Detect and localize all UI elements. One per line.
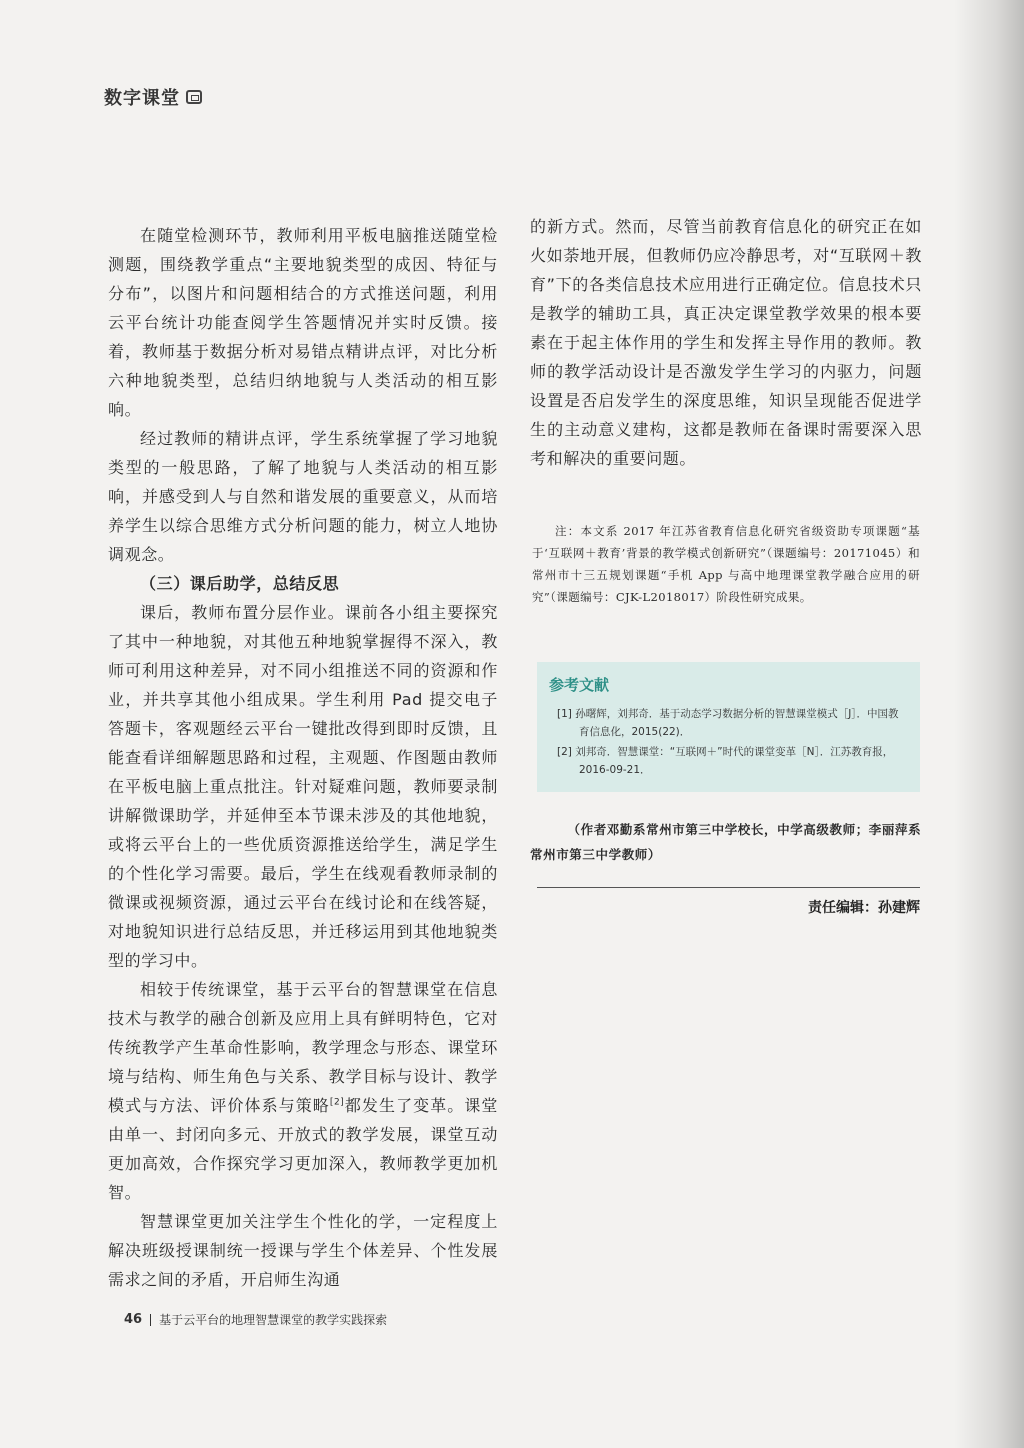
screen-icon <box>186 90 202 104</box>
paragraph: 的新方式。然而，尽管当前教育信息化的研究正在如火如荼地开展，但教师仍应冷静思考，对“互联网＋教育”下的各类信息技术应用进行正确定位。信息技术只是教学的辅助工具，真正决定课堂教学效果的根本要素在于起主体作用的学生和发挥主导作用的教师。教师的教学活动设计是否激发学生学习的内驱力，问题设置是否启发学生的深度思维，知识呈现能否促进学生的主动意义建构，这都是教师在备课时需要深入思考和解决的重要问题。 <box>530 217 922 468</box>
page-footer <box>124 1311 387 1328</box>
funding-note: 注：本文系 2017 年江苏省教育信息化研究省级资助专项课题“基于‘互联网＋教育’背景的教学模式创新研究”（课题编号：20171045）和常州市十三五规划课题“手机 App 与高中地理课堂教学融合应用的研究”（课题编号：CJK-L2018017）阶段性研究成果。 <box>532 524 920 604</box>
reference-item: [2] 刘邦奇．智慧课堂：“互联网＋”时代的课堂变革［N］．江苏教育报，2016-09-21． <box>557 746 894 776</box>
subheading: （三）课后助学，总结反思 <box>140 574 340 593</box>
responsible-editor: 责任编辑：孙建辉 <box>808 900 920 916</box>
right-column <box>530 212 922 473</box>
paragraph: 课后，教师布置分层作业。课前各小组主要探究了其中一种地貌，对其他五种地貌掌握得不深入，教师可利用这种差异，对不同小组推送不同的资源和作业，并共享其他小组成果。学生利用 Pad 提交电子答题卡，客观题经云平台一键批改得到即时反馈，且能查看详细解题思路和过程，主观题、作图题由教师在平板电脑上重点批注。针对疑难问题，教师要录制讲解微课助学，并延伸至本节课未涉及的其他地貌，或将云平台上的一些优质资源推送给学生，满足学生的个性化学习需要。最后，学生在线观看教师录制的微课或视频资源，通过云平台在线讨论和在线答疑，对地貌知识进行总结反思，并迁移运用到其他地貌类型的学习中。 <box>108 603 498 970</box>
paragraph-text: 都发生了变革。课堂由单一、封闭向多元、开放式的教学发展，课堂互动更加高效，合作探究学习更加深入，教师教学更加机智。 <box>108 1096 498 1202</box>
page-edge-shadow <box>954 0 1024 1448</box>
paragraph: 在随堂检测环节，教师利用平板电脑推送随堂检测题，围绕教学重点“主要地貌类型的成因、特征与分布”，以图片和问题相结合的方式推送问题，利用云平台统计功能查阅学生答题情况并实时反馈。接着，教师基于数据分析对易错点精讲点评，对比分析六种地貌类型，总结归纳地貌与人类活动的相互影响。 <box>108 226 498 419</box>
reference-item: [1] 孙曙辉，刘邦奇．基于动态学习数据分析的智慧课堂模式［J］．中国教育信息化，2015(22)． <box>557 708 899 738</box>
left-column <box>108 221 498 1294</box>
author-info: （作者邓勤系常州市第三中学校长，中学高级教师；李丽萍系常州市第三中学教师） <box>530 822 922 862</box>
divider <box>150 1314 151 1326</box>
article-title: 基于云平台的地理智慧课堂的教学实践探索 <box>159 1313 388 1327</box>
paragraph: 经过教师的精讲点评，学生系统掌握了学习地貌类型的一般思路，了解了地貌与人类活动的相互影响，并感受到人与自然和谐发展的重要意义，从而培养学生以综合思维方式分析问题的能力，树立人地协调观念。 <box>108 429 498 564</box>
references-box <box>537 662 920 792</box>
citation-marker: [2] <box>329 1097 345 1108</box>
paragraph: 智慧课堂更加关注学生个性化的学，一定程度上解决班级授课制统一授课与学生个体差异、个性发展需求之间的矛盾，开启师生沟通 <box>108 1212 498 1289</box>
section-title: 数字课堂 <box>104 88 180 109</box>
section-header <box>104 84 202 110</box>
paragraph <box>108 975 498 1207</box>
divider <box>537 887 920 888</box>
paragraph-text: 相较于传统课堂，基于云平台的智慧课堂在信息技术与教学的融合创新及应用上具有鲜明特色，它对传统教学产生革命性影响，教学理念与形态、课堂环境与结构、师生角色与关系、教学目标与设计、教学模式与方法、评价体系与策略 <box>108 980 498 1115</box>
page-number: 46 <box>124 1312 143 1327</box>
references-title: 参考文献 <box>549 676 610 694</box>
